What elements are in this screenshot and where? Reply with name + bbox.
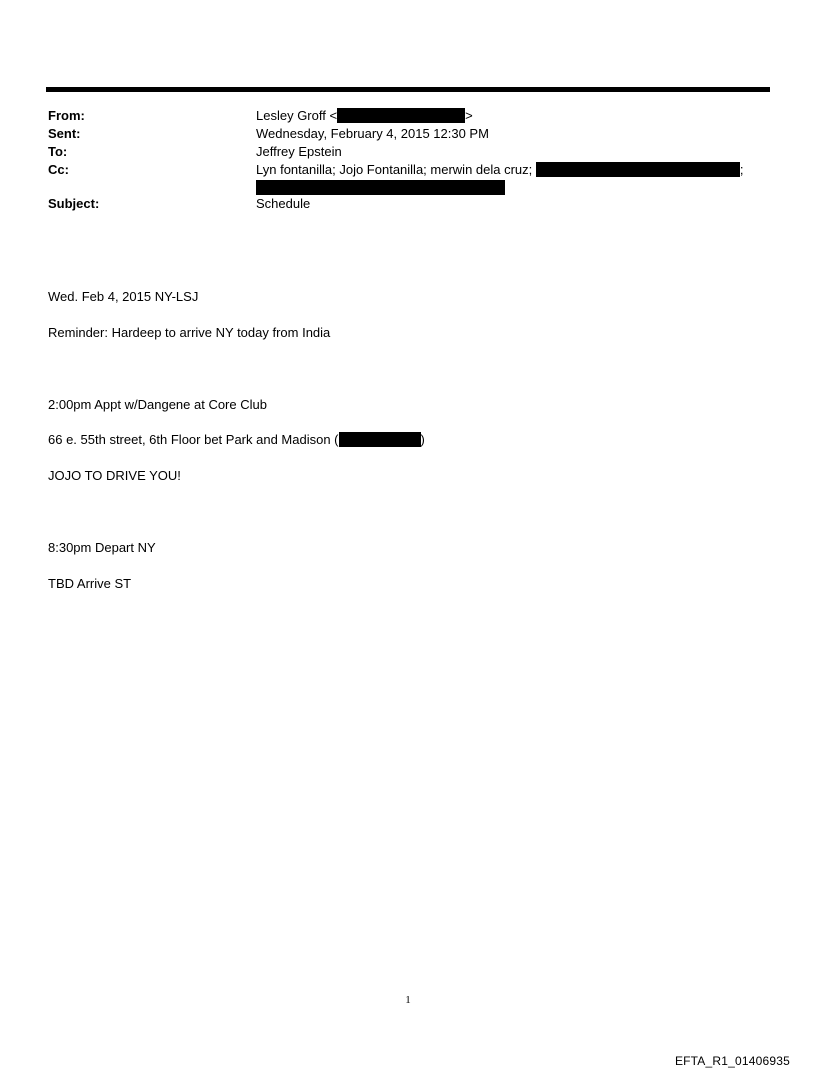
cc-suffix: ;	[739, 162, 744, 177]
to-value: Jeffrey Epstein	[256, 144, 342, 159]
body-date-line: Wed. Feb 4, 2015 NY-LSJ	[48, 289, 199, 304]
cc-row	[48, 161, 770, 195]
address-close: )	[420, 432, 425, 447]
document-id: EFTA_R1_01406935	[674, 1054, 790, 1068]
sent-label: Sent:	[48, 126, 81, 141]
subject-label: Subject:	[48, 196, 100, 211]
to-row	[48, 143, 770, 161]
redaction-bar	[536, 162, 740, 177]
body-arrive-line: TBD Arrive ST	[48, 576, 132, 591]
from-row	[48, 107, 770, 125]
header-divider	[46, 87, 770, 92]
email-header	[48, 107, 770, 213]
body-address-line	[48, 431, 425, 449]
subject-value: Schedule	[256, 196, 311, 211]
sent-value: Wednesday, February 4, 2015 12:30 PM	[256, 126, 489, 141]
redaction-bar	[339, 432, 421, 447]
page-number: 1	[405, 994, 411, 1006]
cc-recipients: Lyn fontanilla; Jojo Fontanilla; merwin dela cruz;	[256, 162, 533, 177]
cc-label: Cc:	[48, 162, 69, 177]
address-text: 66 e. 55th street, 6th Floor bet Park and Madison (	[48, 432, 339, 447]
body-reminder-line: Reminder: Hardeep to arrive NY today from India	[48, 325, 331, 340]
from-label: From:	[48, 108, 85, 123]
to-label: To:	[48, 144, 68, 159]
subject-row	[48, 195, 770, 213]
body-appointment-line: 2:00pm Appt w/Dangene at Core Club	[48, 397, 267, 412]
redaction-bar	[337, 108, 465, 123]
from-suffix: >	[465, 108, 473, 123]
body-driver-line: JOJO TO DRIVE YOU!	[48, 468, 181, 483]
from-name: Lesley Groff <	[256, 108, 338, 123]
cc-value	[256, 161, 744, 179]
sent-row	[48, 125, 770, 143]
from-value	[256, 107, 473, 125]
body-depart-line: 8:30pm Depart NY	[48, 540, 156, 555]
redaction-bar	[256, 180, 505, 195]
